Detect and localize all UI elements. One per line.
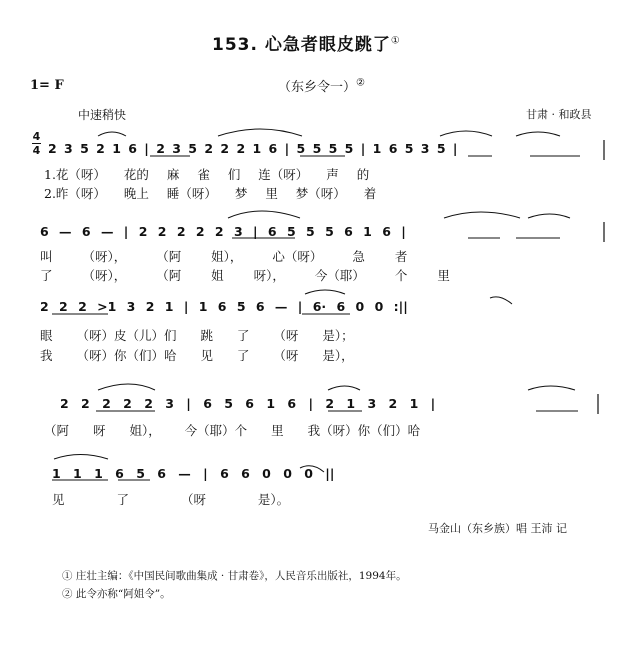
subtitle-text: （东乡令一） bbox=[278, 80, 357, 95]
system-5-notes: 1 1 1 6 5 6 — | 6 6 0 0 0 || bbox=[52, 466, 335, 481]
title-footnote-mark: ① bbox=[390, 35, 401, 47]
system-4-lyric-1: （阿 呀 姐）， 今（耶）个 里 我（呀）你（们）哈 bbox=[44, 423, 421, 438]
slur bbox=[440, 131, 492, 136]
system-1-notes: 2 3 5 2 1 6 | 2 3 5 2 2 2 1 6 | 5 5 5 5 | 1 6 5 3 5 | bbox=[48, 141, 458, 156]
slur bbox=[218, 129, 302, 136]
slur bbox=[98, 132, 126, 136]
time-signature-bottom: 4 bbox=[32, 144, 41, 157]
slur bbox=[528, 214, 570, 218]
system-3-notes: 2 2 2 >1 3 2 1 | 1 6 5 6 — | 6· 6 0 0 :|| bbox=[40, 299, 408, 314]
song-title-text: 153. 心急者眼皮跳了 bbox=[212, 35, 391, 55]
slur bbox=[516, 132, 560, 136]
system-4-notes: 2 2 2 2 2 3 | 6 5 6 1 6 | 2 1 3 2 1 | bbox=[60, 396, 436, 411]
slur bbox=[528, 386, 575, 390]
performer-credit: 马金山（东乡族）唱 王沛 记 bbox=[428, 522, 567, 535]
slur bbox=[305, 290, 345, 294]
system-1-lyric-2: 2.昨（呀） 晚上 睡（呀） 梦 里 梦（呀） 着 bbox=[44, 186, 377, 201]
time-signature bbox=[32, 131, 41, 156]
system-2-notes: 6 — 6 — | 2 2 2 2 2 3 | 6 5 5 5 6 1 6 | bbox=[40, 224, 406, 239]
slur bbox=[328, 386, 360, 390]
footnote-1: ① 庄壮主编：《中国民间歌曲集成 · 甘肃卷》，人民音乐出版社，1994年。 bbox=[62, 570, 407, 582]
subtitle-footnote-mark: ② bbox=[356, 77, 365, 89]
tempo-marking: 中速稍快 bbox=[78, 108, 127, 122]
system-1-lyric-1: 1.花（呀） 花的 麻 雀 们 连（呀） 声 的 bbox=[44, 167, 370, 182]
region-label: 甘肃 · 和政县 bbox=[526, 108, 592, 121]
song-title bbox=[212, 30, 401, 55]
slur bbox=[98, 384, 155, 390]
system-2-lyric-2: 了 （呀）， （阿 姐 呀）， 今（耶） 个 里 bbox=[40, 268, 450, 283]
tie bbox=[490, 297, 512, 304]
slur bbox=[228, 211, 300, 218]
slur bbox=[54, 455, 108, 460]
system-2-lyric-1: 叫 （呀）， （阿 姐）， 心（呀） 急 者 bbox=[40, 249, 408, 264]
system-5-lyric-1: 见 了 （呀 是）。 bbox=[52, 492, 290, 507]
key-signature: 1= F bbox=[30, 78, 64, 93]
system-3-lyric-2: 我 （呀）你（们）哈 见 了 （呀 是）， bbox=[40, 348, 354, 363]
system-3-lyric-1: 眼 （呀）皮（儿）们 跳 了 （呀 是）； bbox=[40, 328, 354, 343]
footnote-2: ② 此令亦称“阿姐令”。 bbox=[62, 588, 171, 600]
subtitle bbox=[278, 76, 365, 95]
time-signature-top: 4 bbox=[32, 130, 41, 143]
slur bbox=[444, 212, 520, 218]
